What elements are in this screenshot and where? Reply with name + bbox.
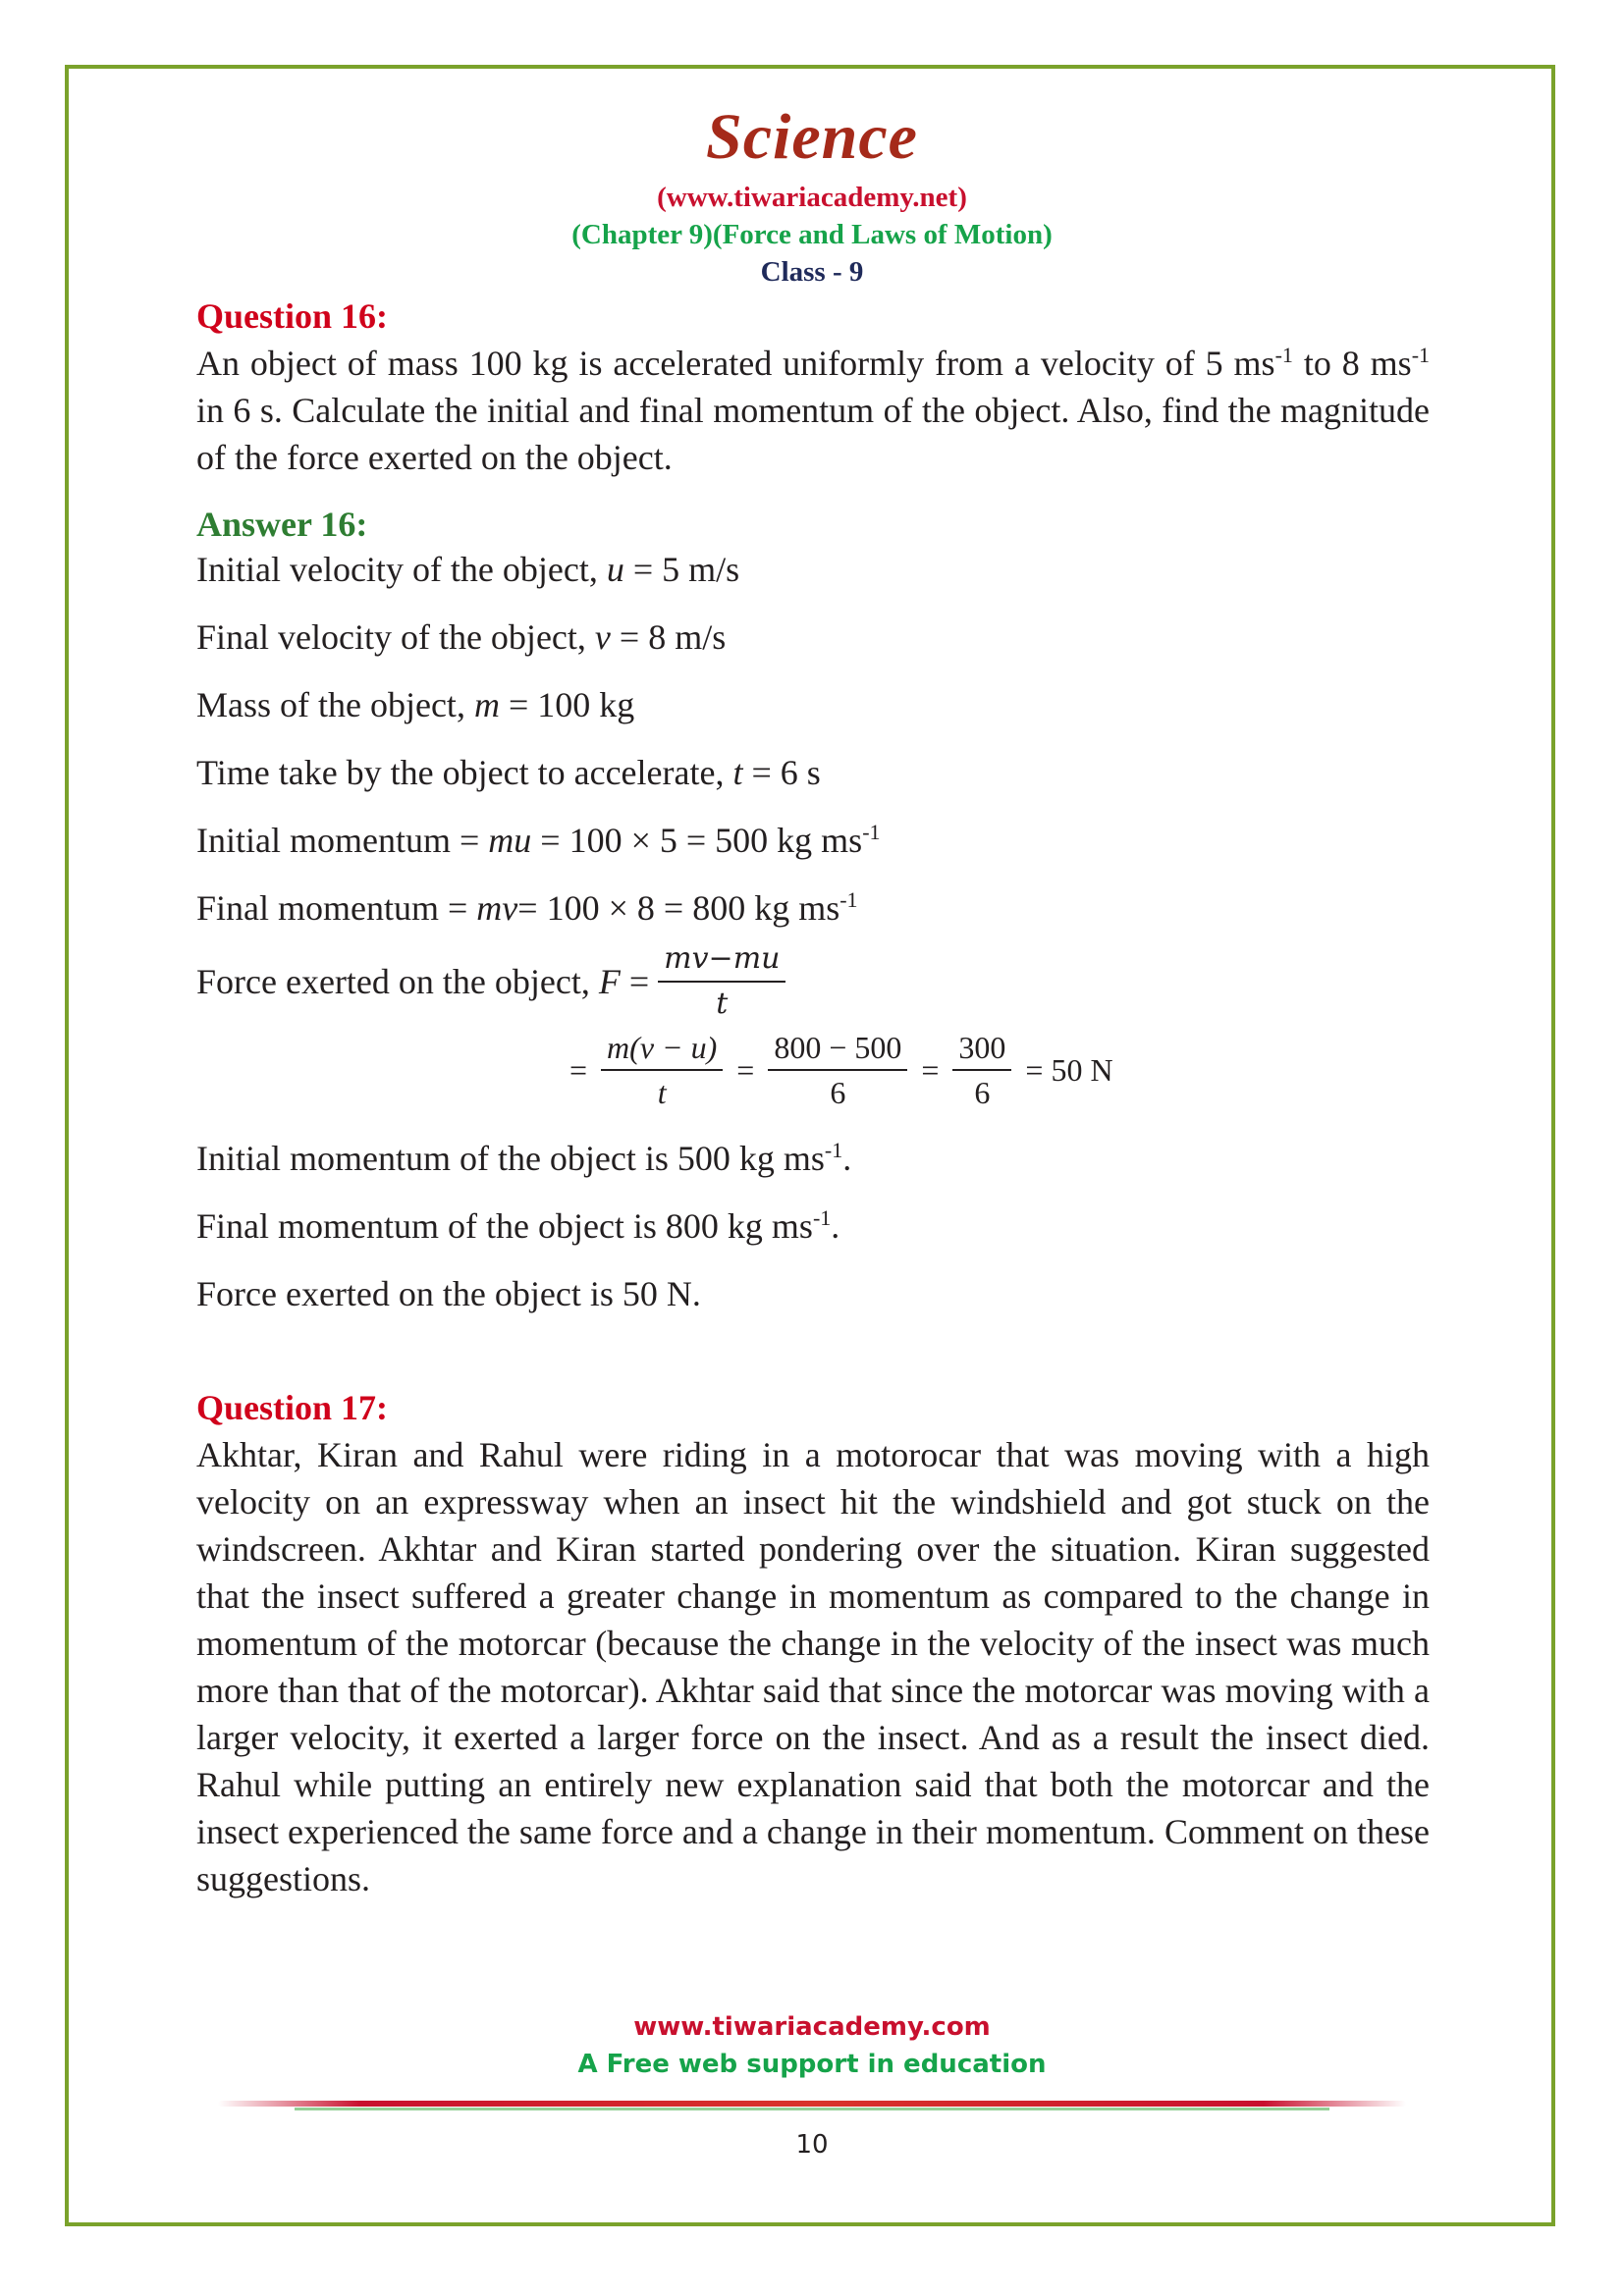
calc-fraction-1: $\frac{m(v - u)}{t}$ [601, 1026, 723, 1114]
question-17 [196, 1384, 1430, 1902]
result-force: Force exerted on the object is 50 N. [196, 1274, 701, 1313]
footer-divider-accent [295, 2108, 1329, 2110]
result-final-momentum: Final momentum of the object is 800 kg $ms^{-1}$. [196, 1205, 840, 1246]
calc-fraction-2: $\frac{800 - 500}{6}$ [768, 1026, 907, 1114]
calc-result: = 50 N [1025, 1051, 1113, 1088]
calc-fraction-3: $\frac{300}{6}$ [952, 1026, 1011, 1114]
answer-line-force-formula: Force exerted on the object, F = $\frac{mv-mu}{t}$ [196, 937, 785, 1026]
answer-line-mass: Mass of the object, m = 100 kg [196, 685, 635, 724]
answer-line-final-velocity: Final velocity of the object, v = 8 m/s [196, 617, 727, 657]
page-number: 10 [795, 2130, 829, 2160]
page-title: Science [706, 101, 918, 173]
force-calculation: = $\frac{m(v - u)}{t}$ = $\frac{800 - 500}{6}$ = $\frac{300}{6}$ = 50 N [564, 1026, 1119, 1114]
question-17-text: Akhtar, Kiran and Rahul were riding in a motorocar that was moving with a high velocity on an expressway when an insect hit the windshield and got stuck on the windscreen. Akhtar and Kiran started pondering over the situation. Kiran suggested that the insect suffered a greater change in momentum as compared to the change in momentum of the motorcar (because the change in the velocity of the insect was much more than that of the motorcar). Akhtar said that since the motorcar was moving with a larger velocity, it exerted a larger force on the insect. And as a result the insect died. Rahul while putting an entirely new explanation said that both the motorcar and the insect experienced the same force and a change in their momentum. Comment on these suggestions. [196, 1435, 1430, 1898]
header-class: Class - 9 [760, 256, 864, 288]
result-initial-momentum: Initial momentum of the object is 500 kg $ms^{-1}$. [196, 1138, 852, 1178]
page-header [0, 98, 1624, 291]
question-16 [196, 293, 1430, 481]
question-16-text: An object of mass 100 kg is accelerated uniformly from a velocity of 5 $ms^{-1}$ to 8 $ms^{-1}$ in 6 s. Calculate the initial and final momentum of the object. Also, find the magnitude of the force exerted on the object. [196, 343, 1431, 477]
answer-line-time: Time take by the object to accelerate, t = 6 s [196, 753, 821, 792]
answer-16-heading: Answer 16: [196, 505, 368, 544]
header-site: (www.tiwariacademy.net) [657, 182, 967, 213]
answer-line-final-momentum: Final momentum = mv= 100 × 8 = 800 kg $ms^{-1}$ [196, 887, 858, 928]
answer-line-initial-momentum: Initial momentum = mu = 100 × 5 = 500 kg $ms^{-1}$ [196, 820, 881, 860]
question-17-heading: Question 17: [196, 1388, 389, 1427]
header-chapter: (Chapter 9)(Force and Laws of Motion) [571, 219, 1053, 250]
force-fraction: $\frac{mv-mu}{t}$ [658, 937, 785, 1026]
footer-tagline: A Free web support in education [577, 2050, 1047, 2079]
footer-site: www.tiwariacademy.com [633, 2012, 991, 2042]
answer-line-initial-velocity: Initial velocity of the object, u = 5 m/s [196, 550, 740, 589]
footer-divider [218, 2101, 1406, 2107]
question-16-heading: Question 16: [196, 296, 389, 336]
answer-16-heading-block [196, 501, 1430, 548]
